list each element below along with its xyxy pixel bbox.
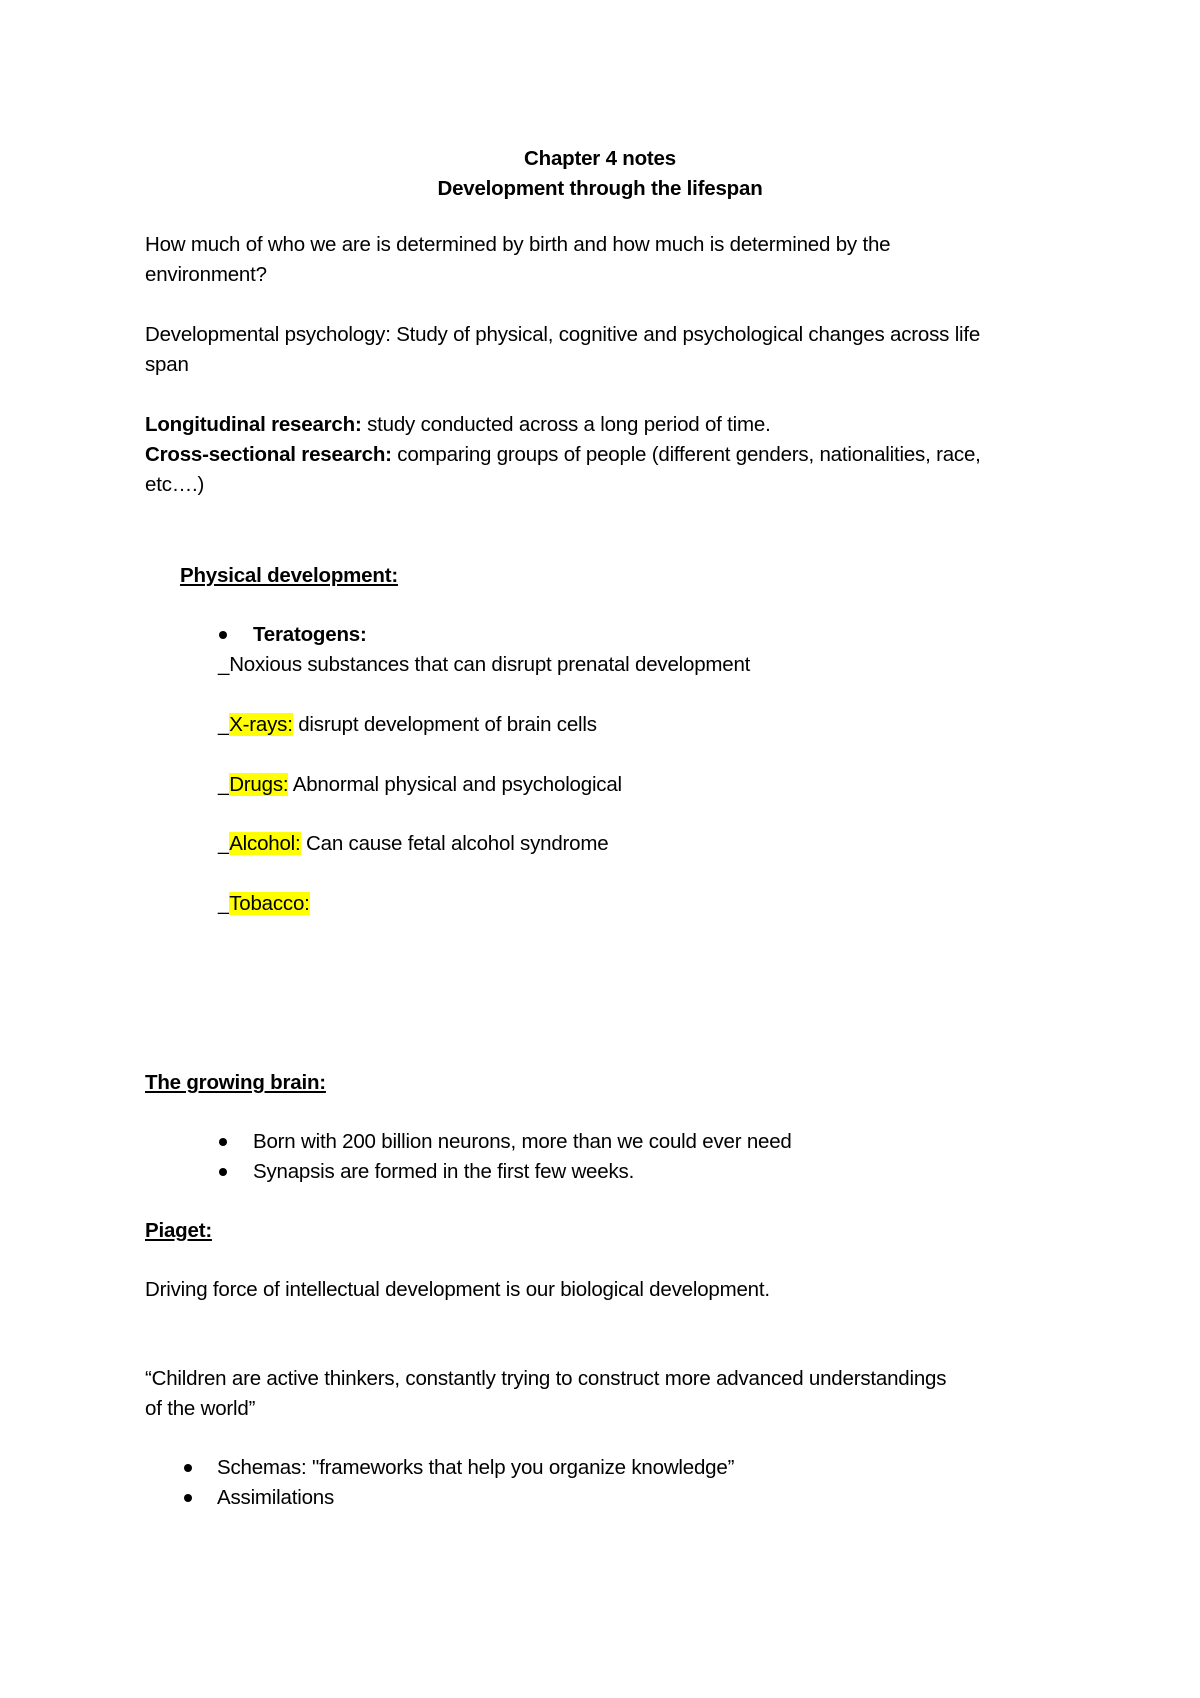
cross-sectional-definition-line-2: etc….): [145, 473, 205, 496]
piaget-quote-line-2: of the world”: [145, 1397, 256, 1420]
piaget-heading: Piaget:: [145, 1219, 212, 1242]
teratogen-term-drugs: Drugs:: [229, 773, 289, 796]
growing-brain-heading: The growing brain:: [145, 1071, 326, 1094]
item-prefix: _: [218, 773, 230, 796]
item-prefix: _: [218, 713, 230, 736]
teratogens-term: Teratogens:: [253, 623, 367, 646]
bullet-icon: [219, 1138, 227, 1146]
cross-sectional-definition: [145, 440, 981, 470]
teratogen-term-xrays: X-rays:: [229, 713, 293, 736]
item-prefix: _: [218, 892, 230, 915]
cross-sectional-text: comparing groups of people (different genders, nationalities, race,: [391, 443, 981, 466]
page-subtitle: Development through the lifespan: [437, 177, 763, 200]
bullet-icon: [184, 1494, 192, 1502]
dev-psych-definition-line-1: Developmental psychology: Study of physical, cognitive and psychological changes across life: [145, 323, 981, 346]
page-title: Chapter 4 notes: [524, 147, 676, 170]
longitudinal-text: study conducted across a long period of time.: [361, 413, 771, 436]
intro-question-line-1: How much of who we are is determined by birth and how much is determined by the: [145, 233, 891, 256]
teratogens-description: _Noxious substances that can disrupt prenatal development: [218, 653, 751, 676]
growing-brain-bullet-1: Born with 200 billion neurons, more than we could ever need: [253, 1130, 792, 1153]
teratogen-text-drugs: Abnormal physical and psychological: [288, 773, 622, 796]
teratogen-item-drugs: [218, 770, 622, 800]
teratogen-item-alcohol: [218, 829, 608, 859]
intro-question-line-2: environment?: [145, 263, 267, 286]
teratogen-term-tobacco: Tobacco:: [229, 892, 310, 915]
physical-development-heading: Physical development:: [180, 564, 398, 587]
piaget-bullet-assimilations: Assimilations: [217, 1486, 335, 1509]
growing-brain-bullet-2: Synapsis are formed in the first few weeks.: [253, 1160, 635, 1183]
longitudinal-term: Longitudinal research:: [145, 413, 362, 436]
teratogen-item-tobacco: [218, 889, 310, 919]
cross-sectional-term: Cross-sectional research:: [145, 443, 392, 466]
dev-psych-definition-line-2: span: [145, 353, 189, 376]
bullet-icon: [219, 1168, 227, 1176]
bullet-icon: [184, 1464, 192, 1472]
piaget-driving-force: Driving force of intellectual development is our biological development.: [145, 1278, 770, 1301]
teratogen-term-alcohol: Alcohol:: [229, 832, 301, 855]
longitudinal-definition: [145, 410, 771, 440]
bullet-icon: [219, 631, 227, 639]
item-prefix: _: [218, 832, 230, 855]
teratogen-text-alcohol: Can cause fetal alcohol syndrome: [300, 832, 609, 855]
teratogen-text-xrays: disrupt development of brain cells: [292, 713, 597, 736]
teratogen-item-xrays: [218, 710, 597, 740]
piaget-quote-line-1: “Children are active thinkers, constantly trying to construct more advanced understandings: [145, 1367, 947, 1390]
piaget-bullet-schemas: Schemas: "frameworks that help you organize knowledge”: [217, 1456, 735, 1479]
